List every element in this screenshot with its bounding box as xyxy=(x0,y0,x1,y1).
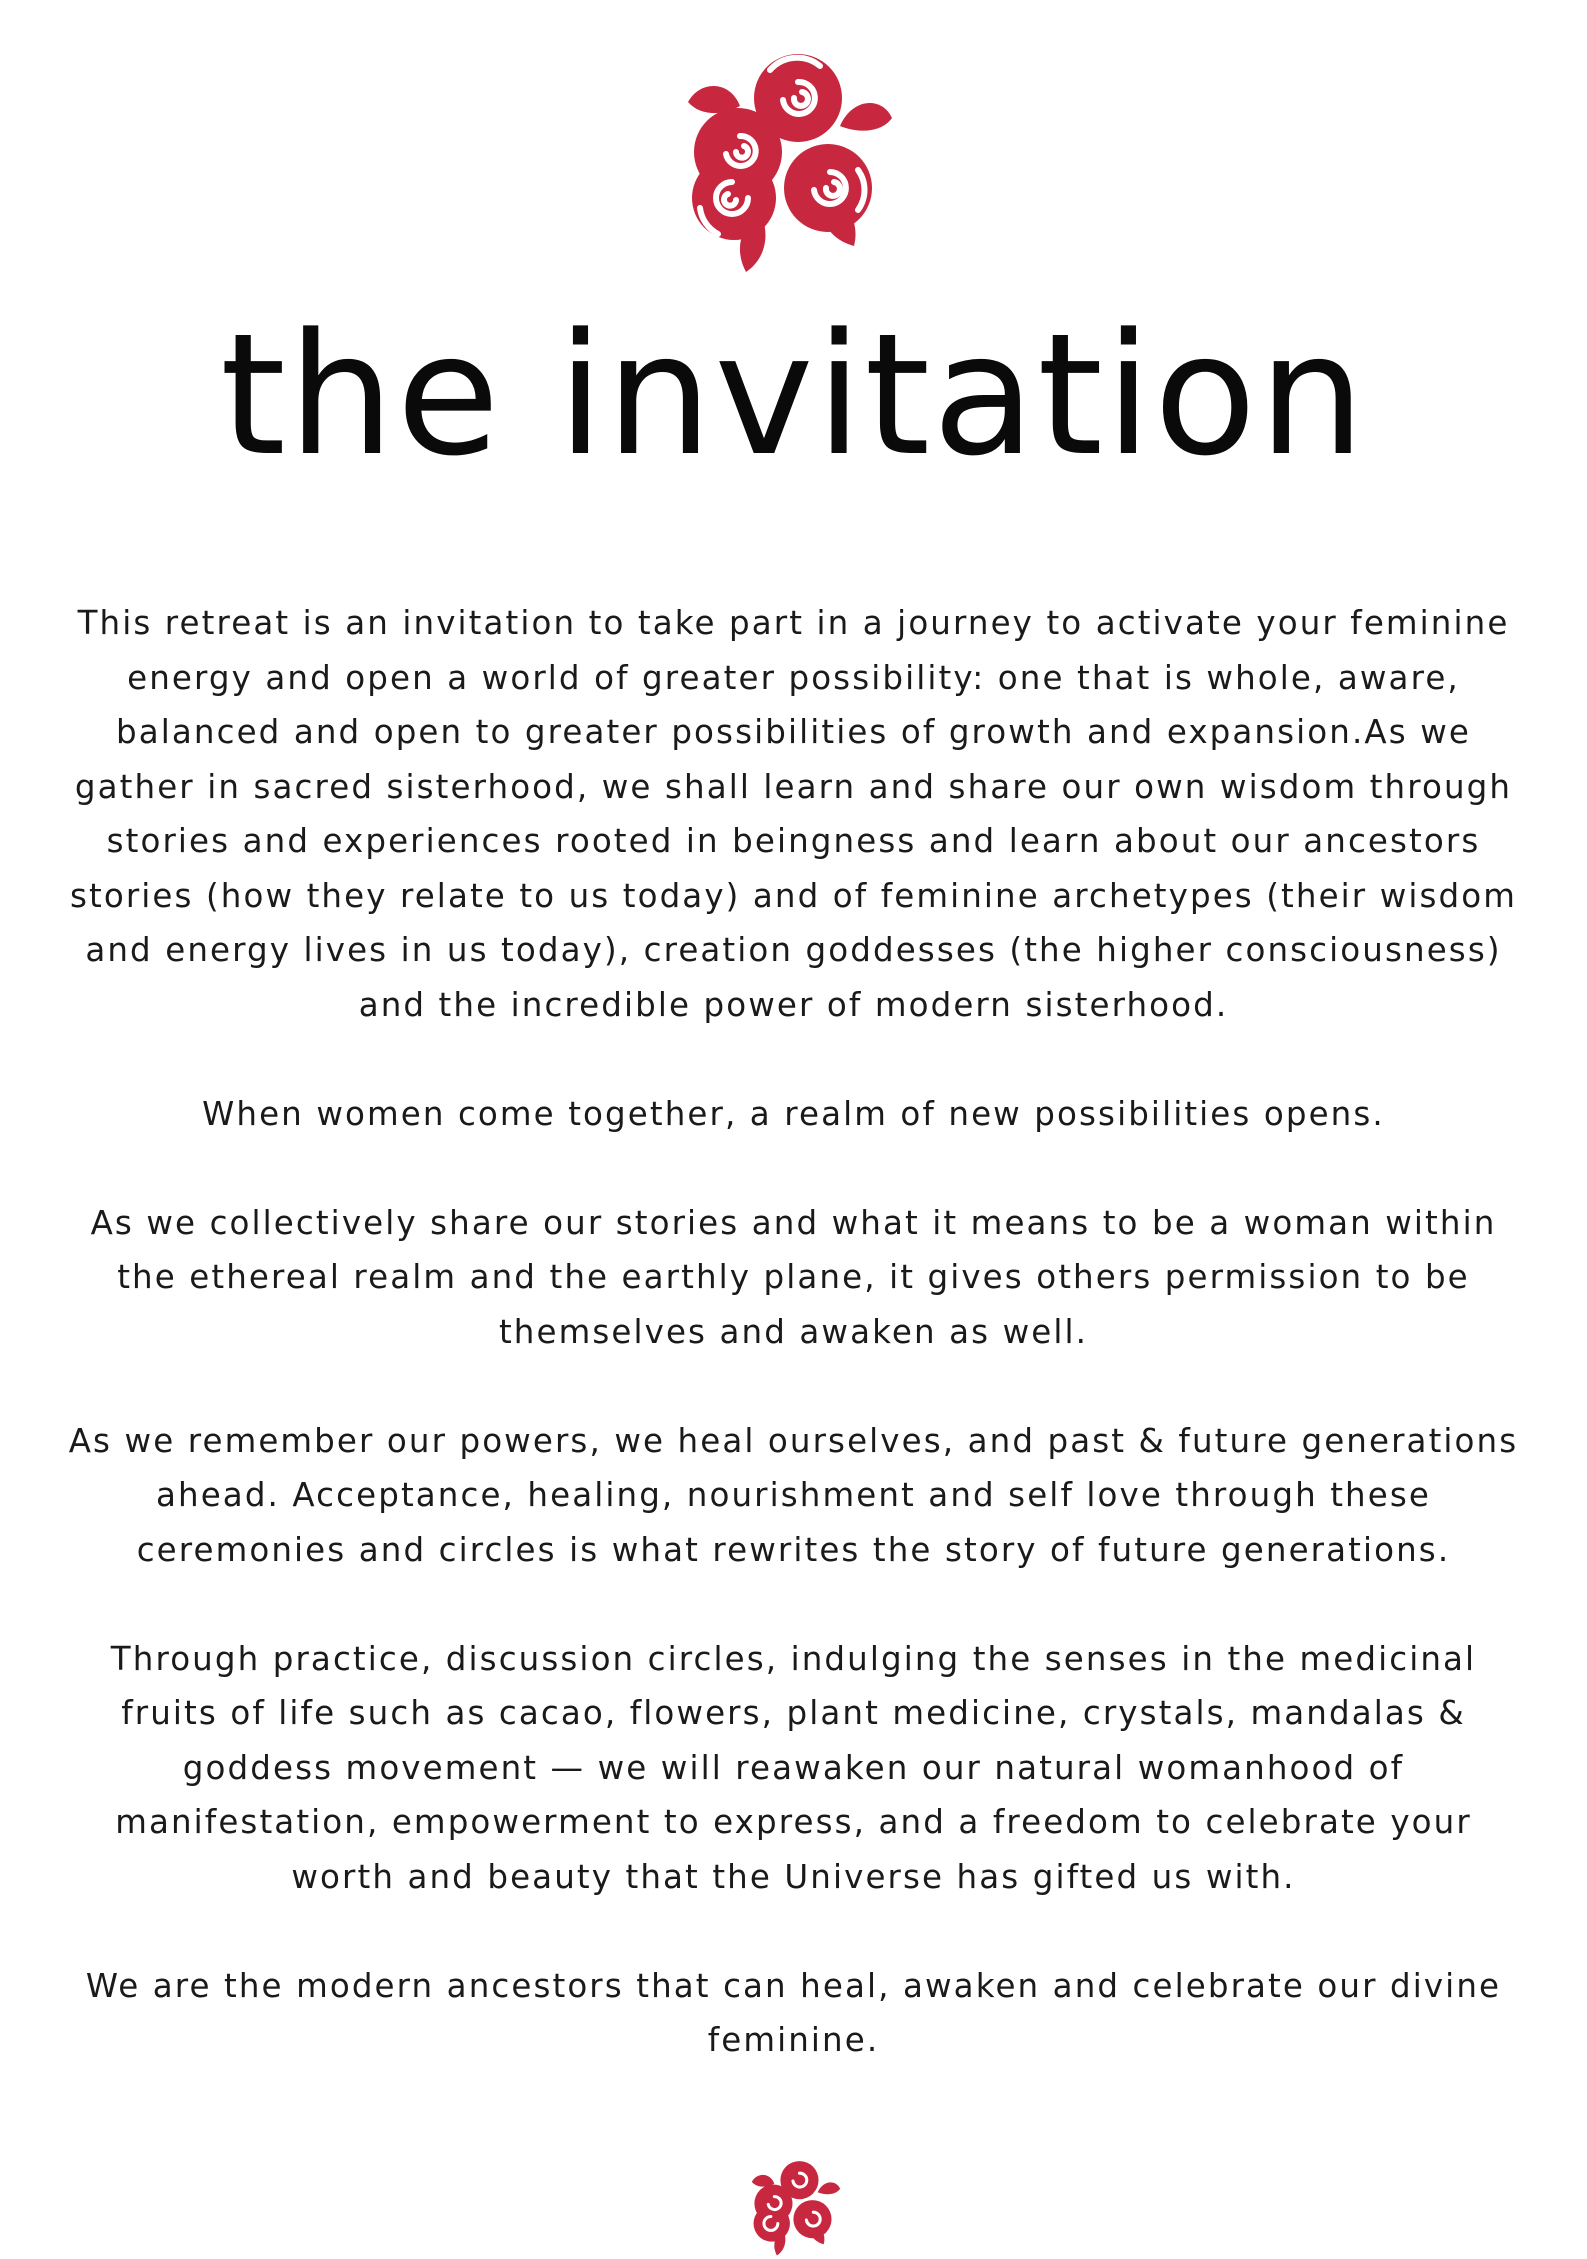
body-text xyxy=(60,596,1527,2068)
paragraph-collective-stories: As we collectively share our stories and what it means to be a woman within the ethereal realm and the earthly plane, it gives others permission to be themselves and awaken as well. xyxy=(90,1203,1497,1351)
paragraph-women-together: When women come together, a realm of new possibilities opens. xyxy=(202,1094,1385,1133)
rose-bouquet-icon xyxy=(670,40,910,280)
paragraph-intro: This retreat is an invitation to take part in a journey to activate your feminine energy and open a world of greater possibility: one that is whole, aware, balanced and open to greater possibilities of growth and expansion.As we gather in sacred sisterhood, we shall learn and share our own wisdom through stories and experiences rooted in beingness and learn about our ancestors stories (how they relate to us today) and of feminine archetypes (their wisdom and energy lives in us today), creation goddesses (the higher consciousness) and the incredible power of modern sisterhood. xyxy=(69,604,1518,1024)
rose-small-icon xyxy=(744,2155,848,2259)
paragraph-through-practice: Through practice, discussion circles, indulging the senses in the medicinal fruits of life such as cacao, flowers, plant medicine, crystals, mandalas & goddess movement — we will reawaken our natural womanhood of manifestation, empowerment to express, and a freedom to celebrate your worth and beauty that the Universe has gifted us with. xyxy=(110,1639,1477,1896)
page-title: the invitation xyxy=(220,297,1367,493)
paragraph-modern-ancestors: We are the modern ancestors that can heal, awaken and celebrate our divine feminine. xyxy=(85,1966,1502,2059)
paragraph-remember-powers: As we remember our powers, we heal ourselves, and past & future generations ahead. Acceptance, healing, nourishment and self love through these ceremonies and circles is what rewrites the story of future generations. xyxy=(68,1421,1519,1569)
